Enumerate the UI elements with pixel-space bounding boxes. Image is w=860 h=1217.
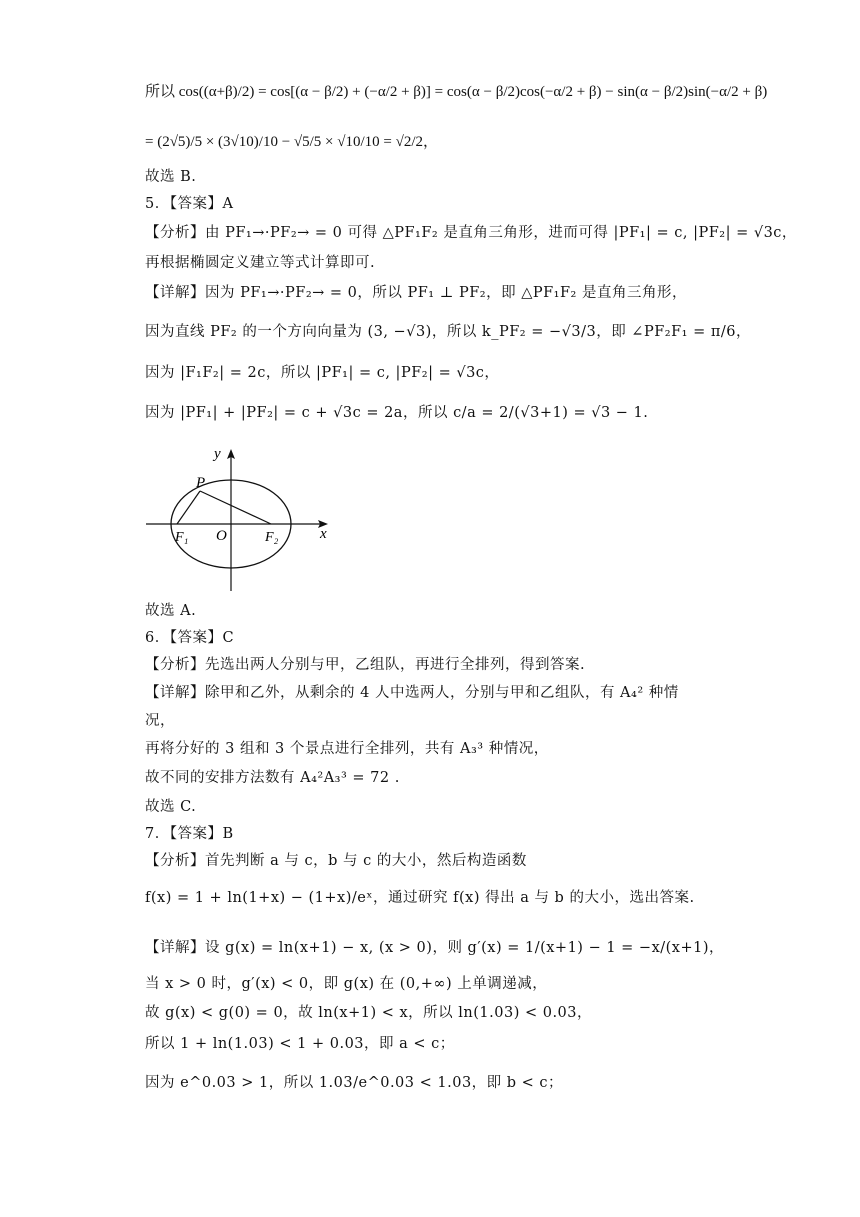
x-label: x xyxy=(320,526,327,542)
detail-7-line-3: 故 g(x) < g(0) = 0，故 ln(x+1) < x，所以 ln(1.03) < 0.03， xyxy=(145,1005,592,1021)
analysis-7: 【分析】首先判断 a 与 c，b 与 c 的大小，然后构造函数 xyxy=(145,853,527,869)
analysis-5-cont: 再根据椭圆定义建立等式计算即可. xyxy=(145,255,376,271)
detail-6-line-4: 故不同的安排方法数有 A₄²A₃³ = 72 . xyxy=(145,770,400,786)
answer-7-heading: 7．【答案】B xyxy=(145,826,234,842)
analysis-5: 【分析】由 PF₁→·PF₂→ = 0 可得 △PF₁F₂ 是直角三角形，进而可得 |PF₁| = c, |PF₂| = √3c， xyxy=(145,225,797,241)
detail-7-line-1: 【详解】设 g(x) = ln(x+1) − x, (x > 0)，则 g′(x) = 1/(x+1) − 1 = −x/(x+1)， xyxy=(145,940,724,956)
analysis-6: 【分析】先选出两人分别与甲，乙组队，再进行全排列，得到答案. xyxy=(145,657,586,673)
detail-7-line-5: 因为 e^0.03 > 1，所以 1.03/e^0.03 < 1.03，即 b < c； xyxy=(145,1075,564,1091)
answer-6-heading: 6．【答案】C xyxy=(145,630,235,646)
detail-6-line-2: 况， xyxy=(145,713,175,729)
segment-PF1 xyxy=(177,491,200,524)
detail-5-line-4: 因为 |PF₁| + |PF₂| = c + √3c = 2a，所以 c/a = 2/(√3+1) = √3 − 1. xyxy=(145,405,649,421)
detail-6-line-1: 【详解】除甲和乙外，从剩余的 4 人中选两人，分别与甲和乙组队，有 A₄² 种情 xyxy=(145,685,679,701)
text-line-1: 所以 cos((α+β)/2) = cos[(α − β/2) + (−α/2 + β)] = cos(α − β/2)cos(−α/2 + β) − sin(α − β/2)sin(−α/2 + β) xyxy=(145,84,768,100)
detail-7-line-2: 当 x > 0 时，g′(x) < 0，即 g(x) 在 (0,+∞) 上单调递减， xyxy=(145,976,548,992)
detail-5-line-3: 因为 |F₁F₂| = 2c，所以 |PF₁| = c, |PF₂| = √3c， xyxy=(145,365,500,381)
text-line-2: = (2√5)/5 × (3√10)/10 − √5/5 × √10/10 = √2/2， xyxy=(145,134,439,150)
point-P-label: P xyxy=(196,475,206,491)
choose-A: 故选 A. xyxy=(145,603,197,619)
detail-6-line-3: 再将分好的 3 组和 3 个景点进行全排列，共有 A₃³ 种情况， xyxy=(145,741,549,757)
focus-F2-label: F₂ xyxy=(265,530,279,545)
detail-7-line-4: 所以 1 + ln(1.03) < 1 + 0.03，即 a < c； xyxy=(145,1036,455,1052)
ellipse-figure xyxy=(140,445,340,595)
detail-5-line-2: 因为直线 PF₂ 的一个方向向量为 (3, −√3)，所以 k_PF₂ = −√3/3，即 ∠PF₂F₁ = π/6， xyxy=(145,324,751,340)
focus-F1-label: F₁ xyxy=(175,530,189,545)
origin-label: O xyxy=(216,528,227,544)
segment-PF2 xyxy=(200,491,271,524)
choose-C: 故选 C. xyxy=(145,799,197,815)
analysis-7-cont: f(x) = 1 + ln(1+x) − (1+x)/eˣ，通过研究 f(x) 得出 a 与 b 的大小，选出答案. xyxy=(145,890,695,906)
answer-5-heading: 5．【答案】A xyxy=(145,196,234,212)
y-label: y xyxy=(214,446,221,462)
text-line-3: 故选 B. xyxy=(145,169,197,185)
detail-5-line-1: 【详解】因为 PF₁→·PF₂→ = 0，所以 PF₁ ⊥ PF₂，即 △PF₁F₂ 是直角三角形， xyxy=(145,285,687,301)
